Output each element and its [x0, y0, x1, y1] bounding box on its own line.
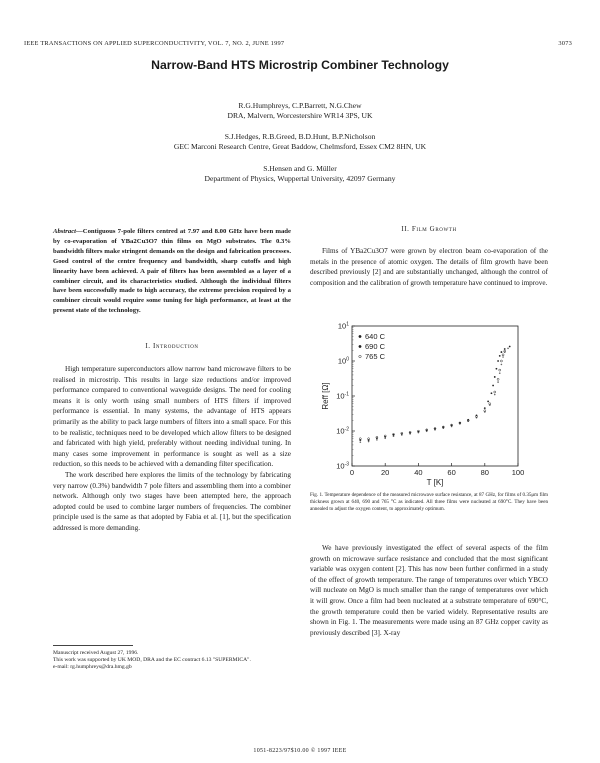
- intro-paragraph: The work described here explores the limits of the technology by fabricating very narrow (0.3%) bandwidth 7 pole filters and assembling them into a combiner network. Although only two stages have been attempted here, the approach adopted could be used to combine larger numbers of frequencies. The combiner principle used is the same as that adopted by Fabia et al. [1], but the specification addressed is more demanding.: [53, 470, 291, 532]
- data-point: [494, 391, 496, 393]
- x-tick-label: 40: [414, 468, 423, 477]
- data-point: [502, 356, 504, 358]
- data-point: [497, 381, 499, 383]
- legend-entry: 690 C: [365, 342, 386, 351]
- footnotes: [53, 650, 291, 670]
- data-point: [494, 376, 496, 378]
- x-tick-label: 0: [349, 468, 355, 477]
- footnote: e-mail: rg.humphreys@dra.hmg.gb: [53, 663, 132, 670]
- legend-marker: [359, 355, 361, 357]
- data-point: [360, 441, 362, 443]
- footnote-rule: [53, 645, 133, 646]
- figure-1-chart: [306, 318, 546, 488]
- data-point: [487, 401, 489, 403]
- legend-marker: [359, 345, 361, 347]
- data-point: [502, 354, 504, 356]
- data-point: [499, 372, 501, 374]
- data-point: [499, 369, 501, 371]
- abstract-lead: Abstract: [53, 228, 77, 235]
- data-point: [507, 348, 509, 350]
- footnote: This work was supported by UK MOD, DRA and the EC contract 6.13 "SUPERMICA".: [53, 656, 251, 663]
- author-names: R.G.Humphreys, C.P.Barrett, N.G.Chew: [238, 101, 362, 110]
- y-tick-label: $10^{-3}$: [336, 461, 349, 471]
- author-block-3: [0, 164, 600, 184]
- data-point: [500, 360, 502, 362]
- data-point: [504, 348, 506, 350]
- author-block-1: [0, 101, 600, 121]
- y-tick-label: $10^0$: [337, 356, 349, 366]
- footnote: Manuscript received August 27, 1996.: [53, 650, 139, 656]
- film-paragraph: Films of YBa2Cu3O7 were grown by electron beam co-evaporation of the metals in the presence of atomic oxygen. The details of film growth have been described previously [2] and are substantially unchanged, although the control of composition and the calibration of growth temperature have continued to improve.: [310, 247, 548, 287]
- data-point: [491, 392, 493, 394]
- copyright-line: 1051-8223/97$10.00 © 1997 IEEE: [253, 748, 347, 754]
- film-paragraph: We have previously investigated the effect of several aspects of the film growth on microwave surface resistance and concluded that the most significant variable was oxygen content [2]. This has now been further confirmed in a study of the effect of growth temperature. The range of temperatures over which YBCO will nucleate on MgO is much smaller than the range of temperatures over which it will grow. Once a film had been nucleated at a substrate temperature of 690°C, the growth temperature could then be varied widely. Representative results are shown in Fig. 1. The measurements were made using an 87 GHz copper cavity as previously described [3]. X-ray: [310, 544, 548, 637]
- data-point: [501, 351, 503, 353]
- rs-vs-temperature-plot: [306, 318, 546, 488]
- y-tick-label: $10^1$: [337, 321, 349, 331]
- journal-line: IEEE TRANSACTIONS ON APPLIED SUPERCONDUCTIVITY, VOL. 7, NO. 2, JUNE 1997: [24, 40, 285, 47]
- figure-1-caption: Fig. 1. Temperature dependence of the measured microwave surface resistance, at 87 GHz, for films of 0.35μm film thickness grown at 640, 690 and 765 °C as indicated. All three films were nucleated at 690°C. They have been annealed to adjust the oxygen content, to approximately optimum.: [310, 492, 548, 512]
- abstract: [53, 227, 291, 316]
- data-point: [496, 368, 498, 370]
- film-growth-body-1: [310, 246, 548, 288]
- data-point: [497, 360, 499, 362]
- y-tick-label: $10^{-1}$: [336, 391, 349, 401]
- data-point: [384, 437, 386, 439]
- data-point: [494, 394, 496, 396]
- legend-entry: 765 C: [365, 352, 386, 361]
- author-affiliation: Department of Physics, Wuppertal University, 42097 Germany: [204, 174, 396, 183]
- x-tick-label: 20: [381, 468, 390, 477]
- data-point: [501, 364, 503, 366]
- x-tick-label: 100: [511, 468, 525, 477]
- data-point: [492, 385, 494, 387]
- introduction-body: [53, 364, 291, 534]
- abstract-text: —Contiguous 7-pole filters centred at 7.97 and 8.00 GHz have been made by co-evaporation of YBa2Cu3O7 thin films on MgO substrates. The 0.3% bandwidth filters make stringent demands on the design and fabrication processes. Good control of the centre frequency and bandwidth, sharp cutoffs and high linearity have been achieved. A pair of filters has been assembled as a layer of a combiner circuit, and its characteristics studied. Although the individual filters have been successfully made to high accuracy, the extreme precision required by a combiner circuit would require some tuning for high performance, at least at the present state of the technology.: [53, 228, 291, 315]
- data-point: [499, 355, 501, 357]
- x-tick-label: 60: [447, 468, 456, 477]
- author-names: S.J.Hedges, R.B.Greed, B.D.Hunt, B.P.Nicholson: [224, 132, 376, 141]
- running-header: [24, 40, 576, 52]
- intro-paragraph: High temperature superconductors allow narrow band microwave filters to be realised in microstrip. This results in large size reductions and/or improved performance compared to conventional waveguide designs. The need for cooling means it is only worth using small numbers of HTS filters if improved performance is essential. In many systems, the advantage of HTS appears primarily as the ability to pack large numbers of filters into a small space. For this to be realistic, techniques need to be developed which allow filters to be designed and fabricated with high yield, preferably without needing individual tuning. In many cases some improvement in performance is sought as well as a size reduction, so this needs to be achieved with a demanding filter specification.: [53, 365, 291, 469]
- film-growth-body-2: [310, 543, 548, 638]
- author-affiliation: DRA, Malvern, Worcestershire WR14 3PS, UK: [227, 111, 373, 120]
- page-number: 3073: [558, 40, 572, 47]
- y-axis-label: Reff [Ω]: [321, 382, 330, 410]
- author-names: S.Hensen and G. Müller: [263, 164, 337, 173]
- x-tick-label: 80: [480, 468, 489, 477]
- section-heading-film-growth: II. Film Growth: [401, 225, 457, 233]
- legend-entry: 640 C: [365, 332, 386, 341]
- author-affiliation: GEC Marconi Research Centre, Great Baddow, Chelmsford, Essex CM2 8HN, UK: [173, 142, 427, 151]
- x-axis-label: T [K]: [426, 478, 444, 487]
- data-point: [393, 435, 395, 437]
- legend-marker: [359, 335, 361, 337]
- data-point: [497, 378, 499, 380]
- y-tick-label: $10^{-2}$: [336, 426, 349, 436]
- paper-title: Narrow-Band HTS Microstrip Combiner Technology: [151, 58, 449, 72]
- data-point: [368, 441, 370, 443]
- data-point: [376, 439, 378, 441]
- author-block-2: [0, 132, 600, 152]
- data-point: [509, 346, 511, 348]
- data-point: [484, 407, 486, 409]
- section-heading-introduction: I. Introduction: [145, 342, 199, 350]
